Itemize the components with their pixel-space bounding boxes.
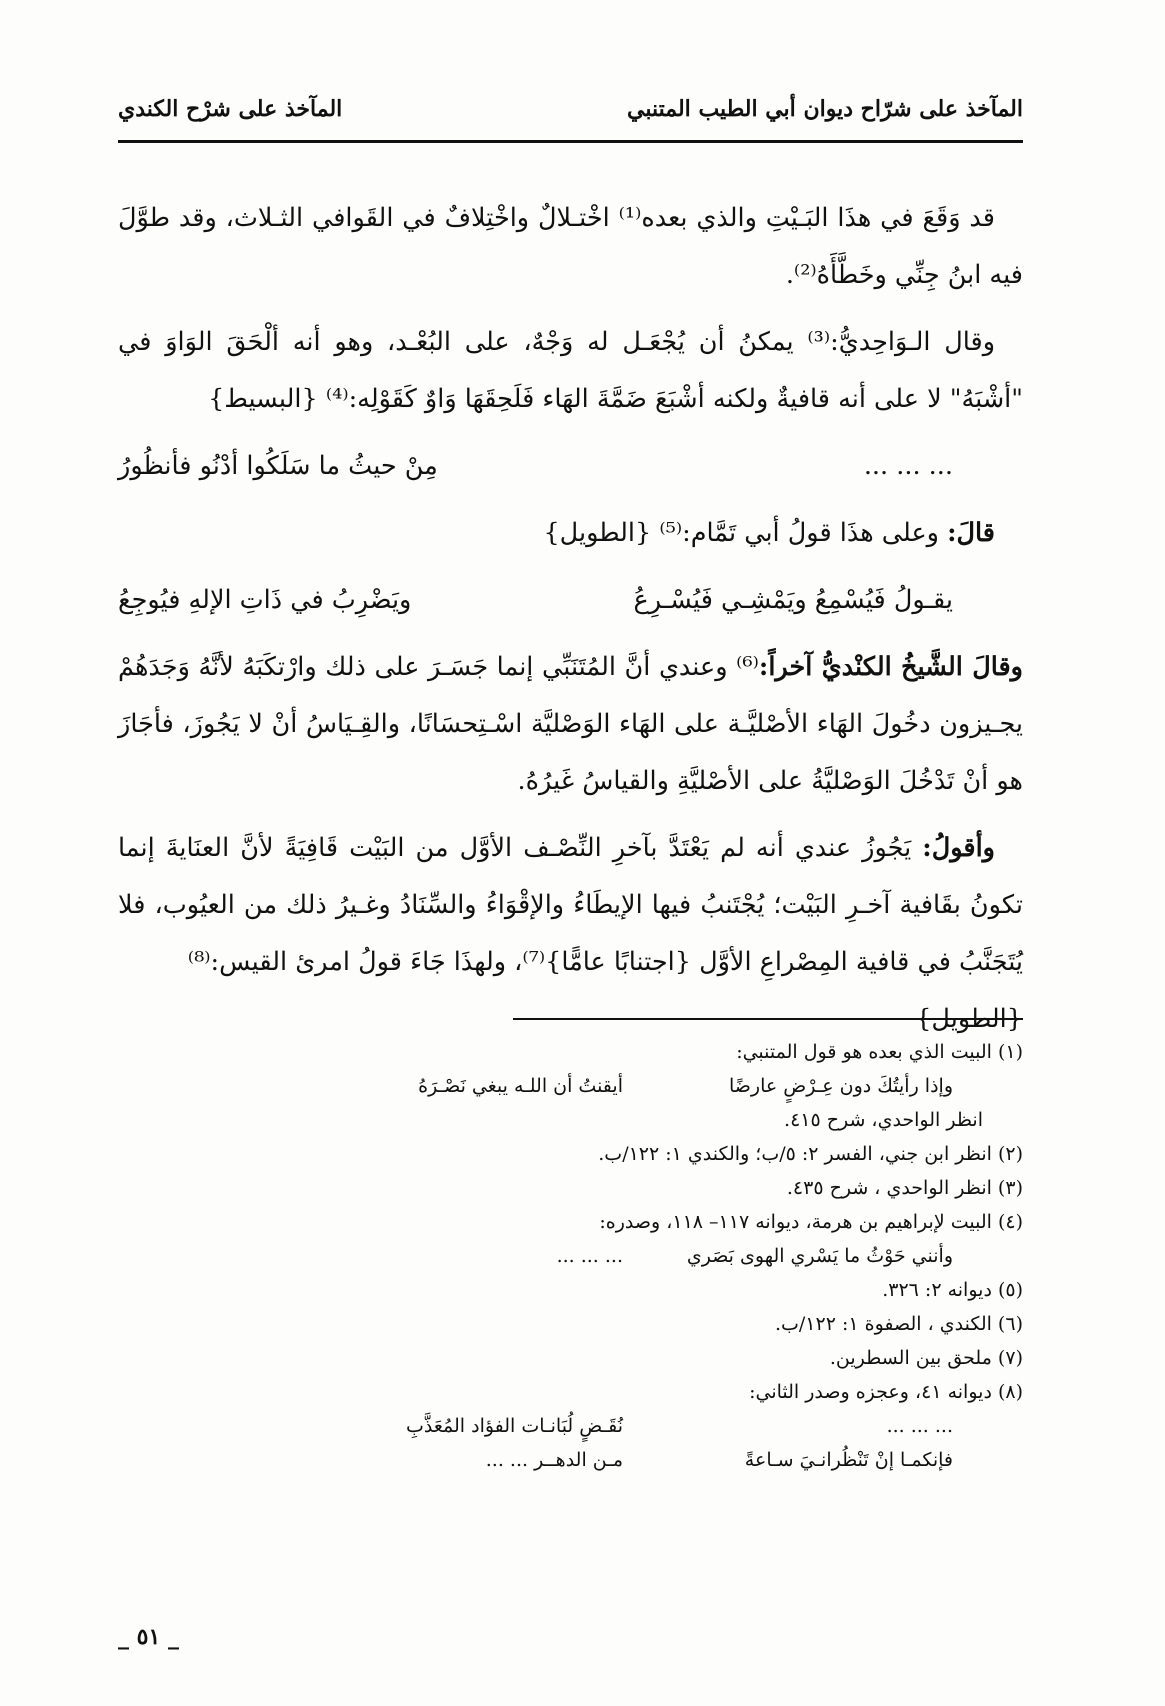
footnote-4-verse-second-half: ... ... ... (556, 1245, 623, 1267)
running-header (118, 90, 1023, 130)
footnote-1-verse (118, 1069, 1023, 1103)
verse-line-1 (118, 438, 1023, 495)
footnote-8-verse-2-first-half: فإنكمـا إنْ تَنْظُرانـيَ سـاعةً (744, 1449, 953, 1471)
footnote-1-verse-first-half: وإذا رأيتُكَ دون عِـرْضٍ عارضًا (728, 1075, 953, 1097)
footnote-1-verse-second-half: أيقنتُ أن اللـه يبغي نَصْـرَهُ (418, 1075, 623, 1097)
header-rule (118, 140, 1023, 143)
main-text (118, 190, 1023, 1058)
footnote-3: (٣) انظر الواحدي ، شرح ٤٣٥. (786, 1177, 1023, 1199)
page-number: _ ٥١ _ (118, 1624, 179, 1650)
paragraph-5-meter: {الطويل} (915, 1004, 1023, 1034)
verse-2-first-half: يقـولُ فَيُسْمِعُ ويَمْشِـي فَيُسْـرِعُ (633, 585, 953, 615)
verse-2-second-half: ويَضْرِبُ في ذَاتِ الإلهِ فيُوجِعُ (118, 585, 412, 615)
paragraph-5 (118, 820, 1023, 1048)
book-page (118, 80, 1023, 1680)
footnote-4-verse (118, 1239, 1023, 1273)
paragraph-5-text: يَجُوزُ عندي أنه لم يَعْتَدَّ بآخرِ النِّصْـف الأوَّل من البَيْت قَافِيَةً لأنَّ العنَايةَ إنما تكونُ بقَافية آخـرِ البَيْت؛ يُجْتَنبُ فيها الإيطَاءُ والإقْوَاءُ والسِّنَادُ وغـيرُ ذلك من العيُوب، فلا يُتَجَنَّبُ في قافية المِصْراعِ الأوَّل {اجتنابًا عامًّا}⁽⁷⁾، ولهذَا جَاءَ قولُ امرئ القيس:⁽⁸⁾ (118, 833, 1023, 977)
footnote-8-verse-1 (118, 1409, 1023, 1443)
footnote-6: (٦) الكندي ، الصفوة ١: ١٢٢/ب. (774, 1313, 1023, 1335)
footnote-1: (١) البيت الذي بعده هو قول المتنبي: (736, 1041, 1023, 1063)
paragraph-4 (118, 639, 1023, 810)
footnote-7: (٧) ملحق بين السطرين. (829, 1347, 1023, 1369)
paragraph-3-lead: قالَ: (947, 518, 995, 548)
header-book-title: المآخذ على شرّاح ديوان أبي الطيب المتنبي (627, 96, 1023, 122)
footnote-8-verse-1-first-half: ... ... ... (886, 1415, 953, 1437)
footnote-5: (٥) ديوانه ٢: ٣٢٦. (882, 1279, 1023, 1301)
verse-line-2 (118, 572, 1023, 629)
footnote-2: (٢) انظر ابن جني، الفسر ٢: ٥/ب؛ والكندي ١: ١٢٢/ب. (598, 1143, 1023, 1165)
paragraph-5-lead: وأقولُ: (922, 833, 995, 863)
paragraph-2: وقال الـوَاحِديُّ:⁽³⁾ يمكنُ أن يُجْعَـل له وَجْهٌ، على البُعْـد، وهو أنه ألْحَقَ الوَاوَ في "أشْبَهُ" لا على أنه قافيةٌ ولكنه أشْبَعَ ضَمَّةَ الهَاء فَلَحِقَهَا وَاوٌ كَقَوْلِه:⁽⁴⁾ {البسيط} (118, 327, 1023, 414)
footnotes (118, 1035, 1023, 1477)
paragraph-3-text: وعلى هذَا قولُ أبي تَمَّام:⁽⁵⁾ {الطويل} (543, 518, 948, 548)
footnote-8-verse-1-second-half: نُقَـضٍ لُبَانـات الفؤاد المُعَذَّبِ (405, 1415, 623, 1437)
footnote-4: (٤) البيت لإبراهيم بن هرمة، ديوانه ١١٧– ١١٨، وصدره: (599, 1211, 1023, 1233)
footnote-8-verse-2-second-half: مـن الدهــر ... ... (485, 1449, 623, 1471)
paragraph-3 (118, 505, 1023, 562)
paragraph-4-text: ⁽⁶⁾ وعندي أنَّ المُتَنَبِّي إنما جَسَـرَ على ذلك وارْتكَبَهُ لأنَّهُ وَجَدَهُمْ يجـيزون دخُولَ الهَاء الأصْليَّـة على الهَاء الوَصْليَّة اسْـتِحسَانًا، والقِـيَاسُ أنْ لا يَجُوزَ، فأجَازَ هو أنْ تَدْخُلَ الوَصْليَّةُ على الأصْليَّةِ والقياسُ غَيرُهُ. (118, 652, 1023, 796)
footnote-1-reference: انظر الواحدي، شرح ٤١٥. (784, 1109, 983, 1131)
paragraph-4-lead: وقالَ الشَّيخُ الكنْديُّ آخراً: (758, 652, 1023, 682)
footnote-4-verse-first-half: وأنني حَوْثُ ما يَسْري الهوى بَصَري (686, 1245, 953, 1267)
verse-1-second-half: مِنْ حيثُ ما سَلَكُوا أدْنُو فأنظُورُ (118, 451, 438, 481)
verse-1-first-half: ... ... ... (863, 451, 953, 481)
footnote-separator (513, 1018, 1023, 1020)
footnote-8-verse-2 (118, 1443, 1023, 1477)
footnote-8: (٨) ديوانه ٤١، وعجزه وصدر الثاني: (749, 1381, 1023, 1403)
paragraph-1: قد وَقَعَ في هذَا البَـيْتِ والذي بعده⁽¹⁾ اخْتـلالٌ واخْتِلافٌ في القَوافي الثـلاث، وقد طوَّلَ فيه ابنُ جِنِّي وخَطَّأَهُ⁽²⁾. (118, 203, 1023, 290)
header-chapter-title: المآخذ على شرْح الكندي (118, 96, 343, 122)
